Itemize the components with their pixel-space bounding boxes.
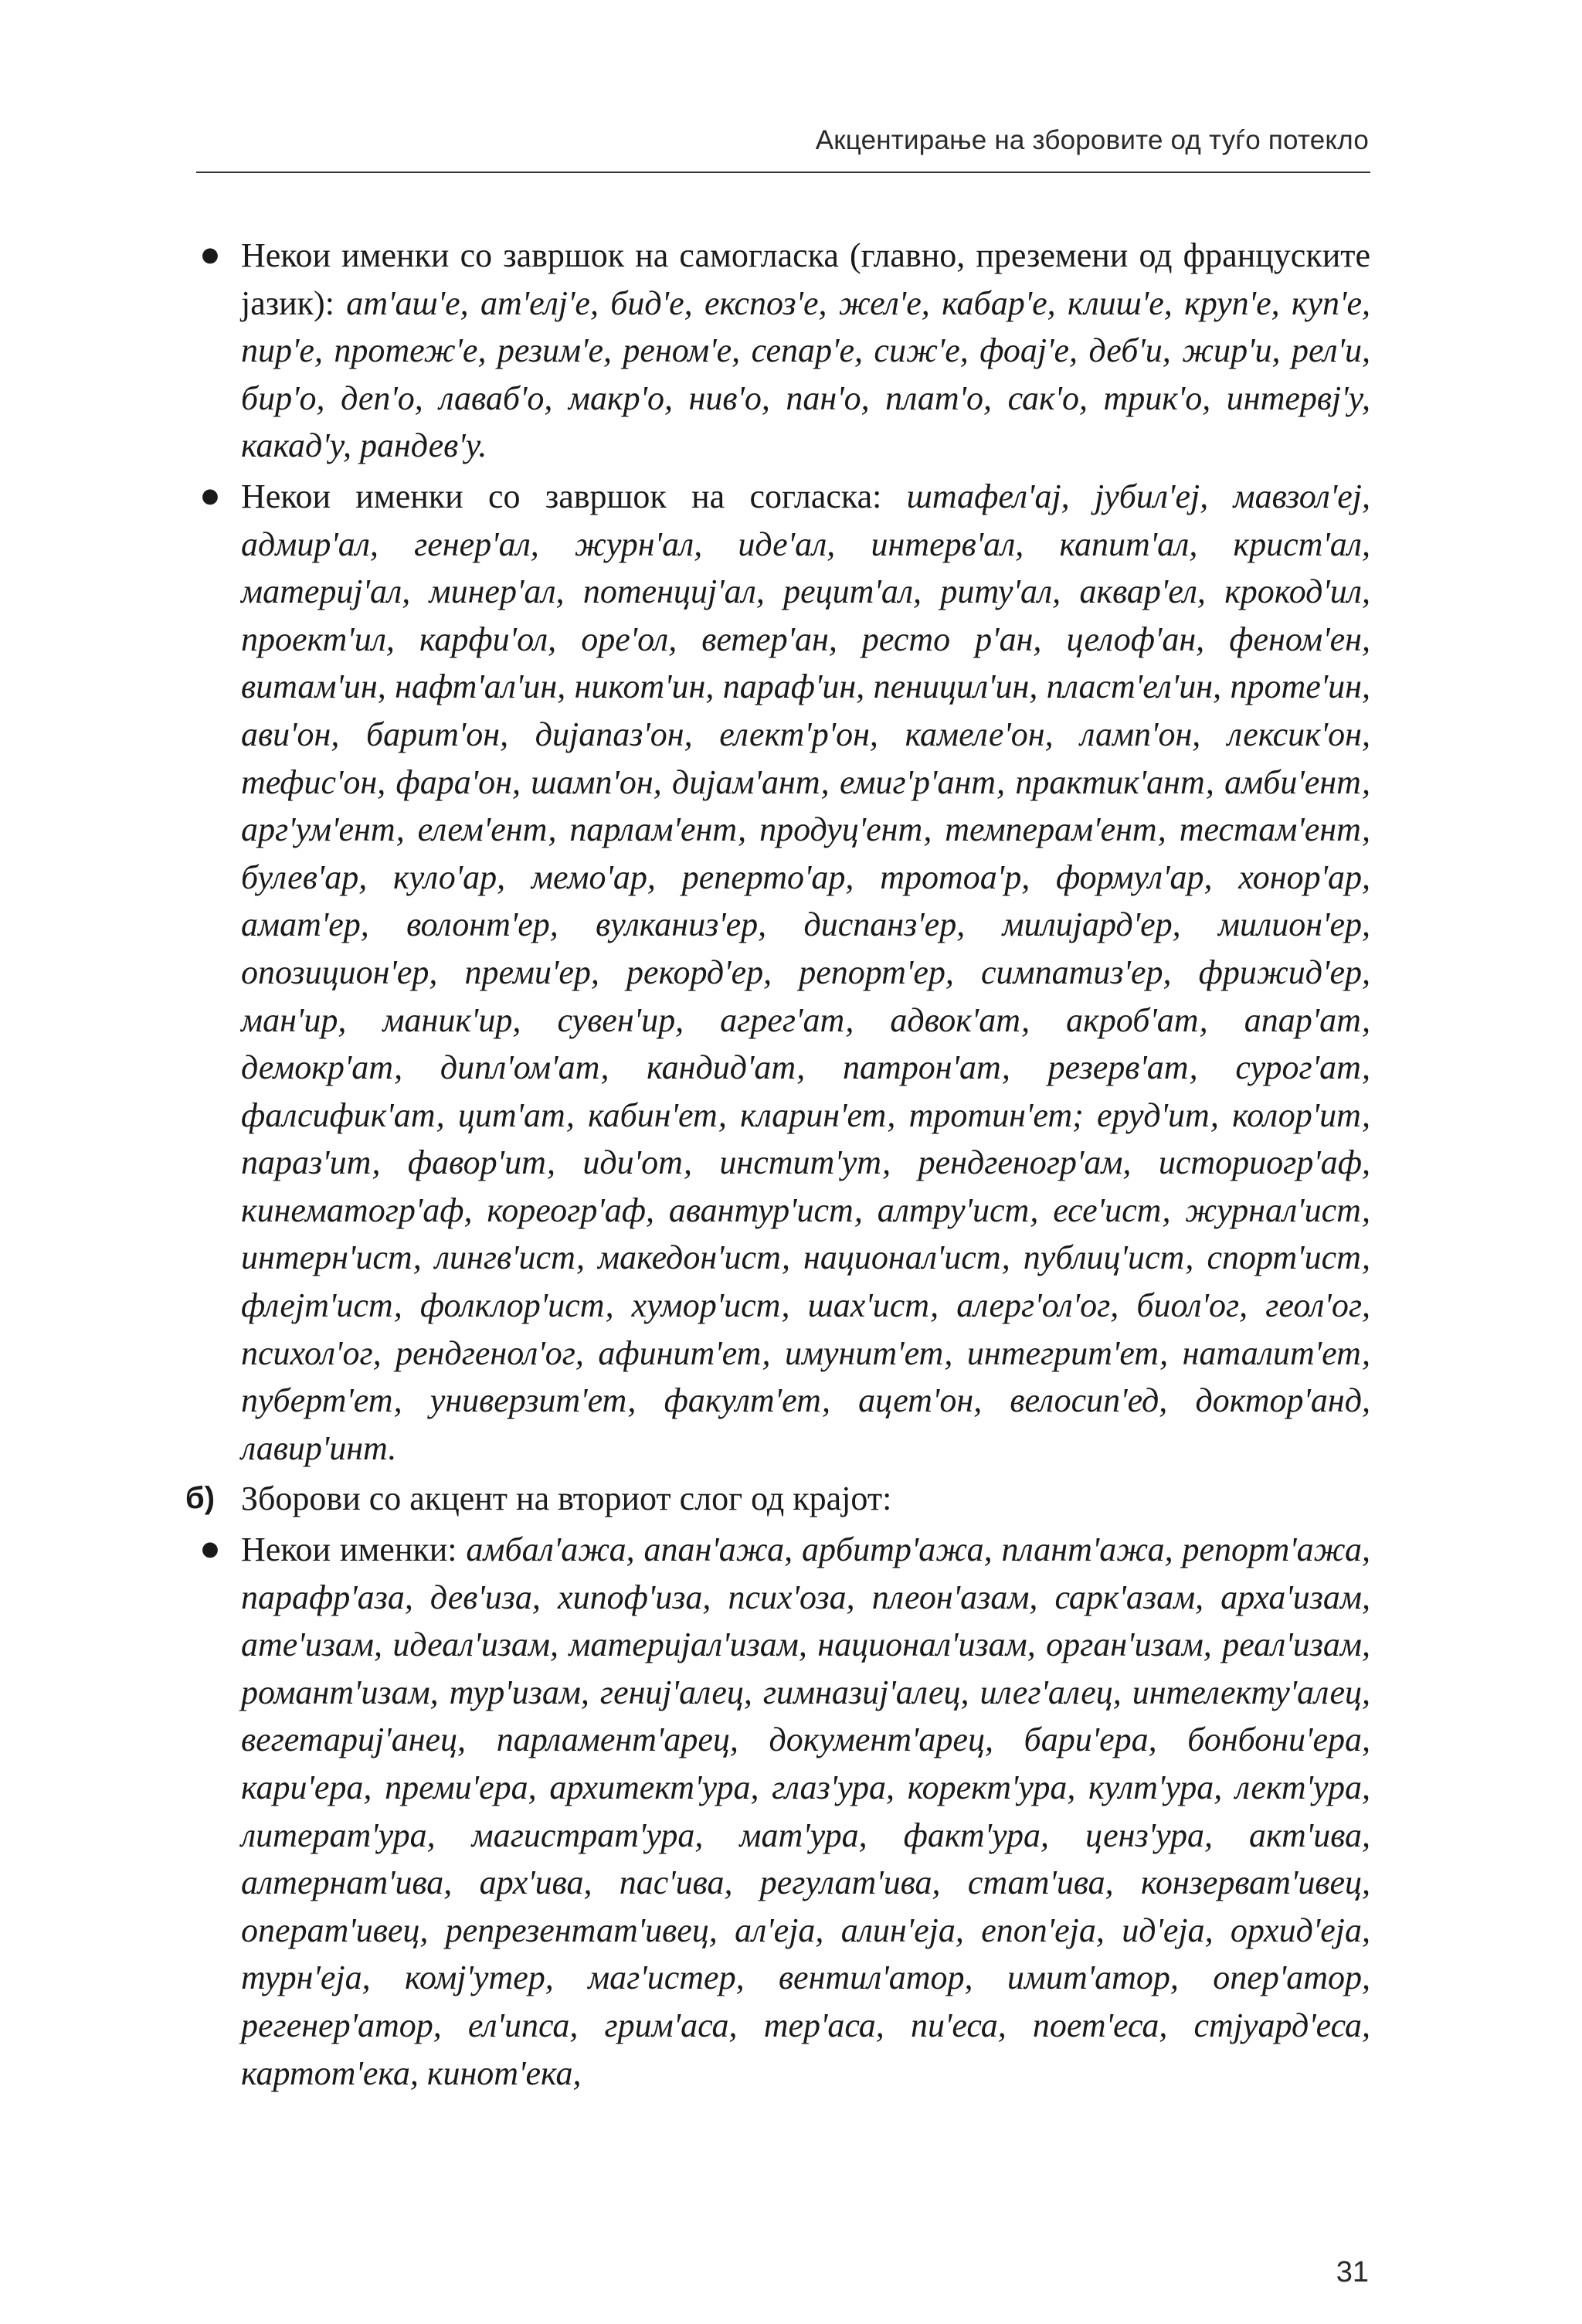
item-intro: Некои именки со завршок на самогласка (главно, преземени од француските јазик): (241, 236, 1370, 322)
bullet-marker: ● (201, 484, 219, 508)
section-marker: б) (185, 1481, 216, 1516)
bullet-marker: ● (201, 1537, 219, 1561)
item-intro: Некои именки со завршок на согласка: (241, 477, 907, 515)
list-item (201, 473, 1370, 1472)
word-list: штафел'ај, јубил'еј, мавзол'еј, адмир'ал, генер'ал, журн'ал, иде'ал, интерв'ал, капит'ал, крист'ал, материј'ал, минер'ал, потенциј'ал, рецит'ал, риту'ал, аквар'ел, крокод'ил, проект'ил, карфи'ол, оре'ол, ветер'ан, ресто р'ан, целоф'ан, феном'ен, витам'ин, нафт'ал'ин, никот'ин, параф'ин, пеницил'ин, пласт'ел'ин, проте'ин, ави'он, барит'он, дијапаз'он, елект'р'он, камеле'он, ламп'он, лексик'он, тефис'он, фара'он, шамп'он, дијам'ант, емиг'р'ант, практик'ант, амби'ент, арг'ум'ент, елем'ент, парлам'ент, продуц'ент, темперам'ент, тестам'ент, булев'ар, куло'ар, мемо'ар, реперто'ар, тротоа'р, формул'ар, хонор'ар, амат'ер, волонт'ер, вулканиз'ер, диспанз'ер, милијард'ер, милион'ер, опозицион'ер, преми'ер, рекорд'ер, репорт'ер, симпатиз'ер, фрижид'ер, ман'ир, маник'ир, сувен'ир, агрег'ат, адвок'ат, акроб'ат, апар'ат, демокр'ат, дипл'ом'ат, кандид'ат, патрон'ат, резерв'ат, сурог'ат, фалсифик'ат, цит'ат, кабин'ет, кларин'ет, тротин'ет; еруд'ит, колор'ит, параз'ит, фавор'ит, иди'от, инстит'ут, рендгеногр'ам, историогр'аф, кинематогр'аф, кореогр'аф, авантур'ист, алтру'ист, есе'ист, журнал'ист, интерн'ист, лингв'ист, македон'ист, национал'ист, публиц'ист, спорт'ист, флејт'ист, фолклор'ист, хумор'ист, шах'ист, алерг'ол'ог, биол'ог, геол'ог, психол'ог, рендгенол'ог, афинит'ет, имунит'ет, интегрит'ет, наталит'ет, пуберт'ет, универзит'ет, факулт'ет, ацет'он, велосип'ед, доктор'анд, лавир'инт. (241, 477, 1370, 1467)
item-intro: Некои именки: (241, 1531, 467, 1569)
page-number: 31 (1336, 2256, 1369, 2288)
bullet-marker: ● (201, 243, 219, 267)
running-head: Акцентирање на зборовите од туѓо потекло (815, 125, 1369, 155)
header-rule (196, 172, 1370, 173)
item-intro: Зборови со акцент на вториот слог од крајот: (241, 1480, 892, 1518)
word-list: амбал'ажа, апан'ажа, арбитр'ажа, плант'ажа, репорт'ажа, парафр'аза, дев'иза, хипоф'иза, псих'оза, плеон'азам, сарк'азам, арха'изам, ате'изам, идеал'изам, материјал'изам, национал'изам, орган'изам, реал'изам, романт'изам, тур'изам, гениј'алец, гимназиј'алец, илег'алец, интелекту'алец, вегетариј'анец, парламент'арец, документ'арец, бари'ера, бонбони'ера, кари'ера, преми'ера, архитект'ура, глаз'ура, корект'ура, култ'ура, лект'ура, литерат'ура, магистрат'ура, мат'ура, факт'ура, ценз'ура, акт'ива, алтернат'ива, арх'ива, пас'ива, регулат'ива, стат'ива, конзерват'ивец, операт'ивец, репрезентат'ивец, ал'еја, алин'еја, епоп'еја, ид'еја, орхид'еја, турн'еја, комј'утер, маг'истер, вентил'атор, имит'атор, опер'атор, регенер'атор, ел'ипса, грим'аса, тер'аса, пи'еса, поет'еса, стјуард'еса, картот'ека, кинот'ека, (241, 1531, 1371, 2092)
section-heading (185, 1475, 1370, 1523)
page-body (185, 232, 1371, 2100)
list-item (201, 232, 1370, 470)
word-list: ат'аш'е, ат'елј'е, бид'е, експоз'е, жел'е, кабар'е, клиш'е, круп'е, куп'е, пир'е, протеж'е, резим'е, реном'е, сепар'е, сиж'е, фоај'е, деб'и, жир'и, рел'и, бир'о, деп'о, лаваб'о, макр'о, нив'о, пан'о, плат'о, сак'о, трик'о, интервј'у, какад'у, рандев'у. (241, 284, 1370, 465)
list-item (201, 1526, 1371, 2097)
